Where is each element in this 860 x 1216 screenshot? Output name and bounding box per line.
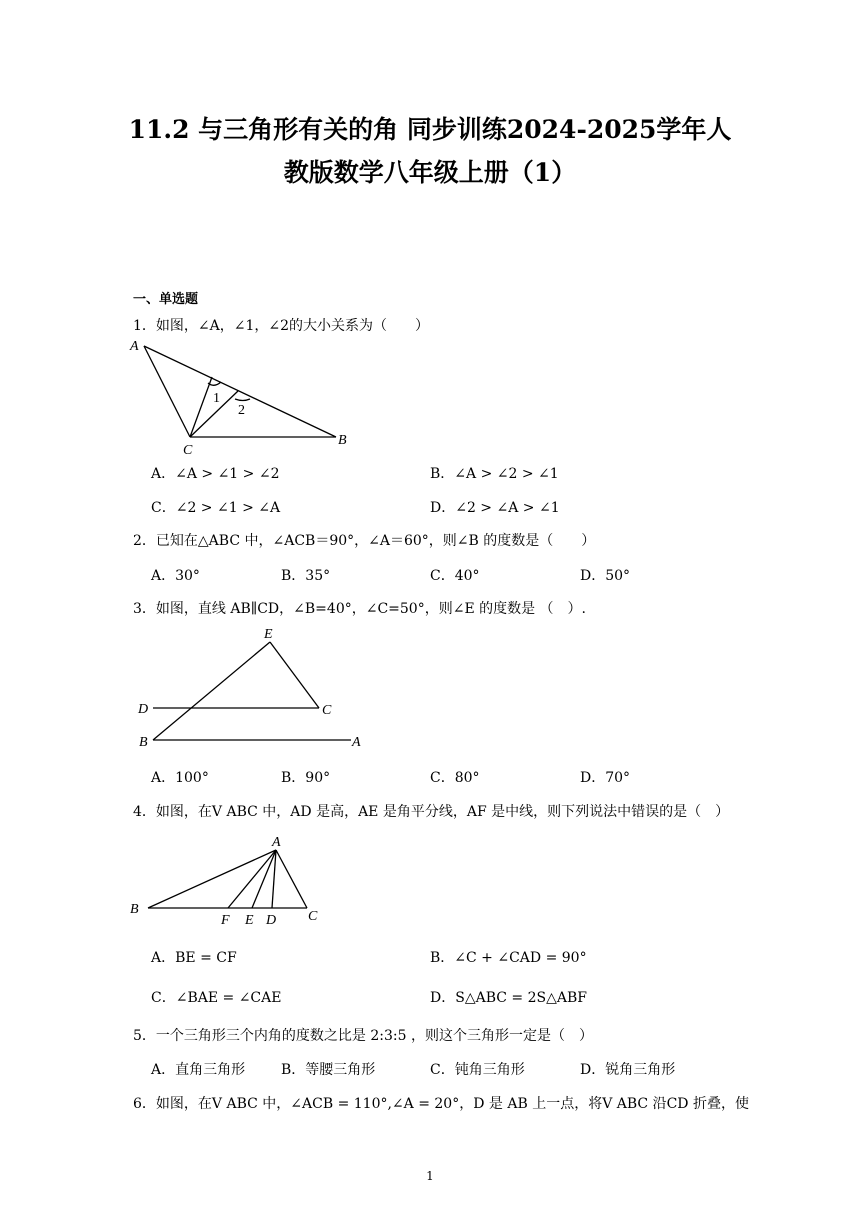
q3-segment-EC <box>270 642 319 708</box>
q4-option-b: B．∠C + ∠CAD = 90° <box>430 950 587 966</box>
q3-option-c: C．80° <box>430 770 480 786</box>
q4-median-AF <box>228 850 276 908</box>
q4-side-AC <box>276 850 307 908</box>
q4-option-c: C．∠BAE = ∠CAE <box>151 990 282 1006</box>
q2-option-c: C．40° <box>430 568 480 584</box>
question-1-stem: 1．如图，∠A，∠1，∠2的大小关系为（ ） <box>133 318 430 334</box>
q4-option-a: A．BE = CF <box>151 950 237 966</box>
q1-label-1: 1 <box>213 391 220 406</box>
q1-option-a: A．∠A > ∠1 > ∠2 <box>151 466 280 482</box>
question-3-stem: 3．如图，直线 AB∥CD，∠B=40°，∠C=50°，则∠E 的度数是 （ ）. <box>133 601 587 617</box>
document-title-line1: 11.2 与三角形有关的角 同步训练2024-2025学年人 <box>128 115 732 144</box>
q1-label-A: A <box>130 339 139 354</box>
q4-side-BA <box>148 850 276 908</box>
q1-label-C: C <box>183 443 193 458</box>
q1-side-AB <box>144 346 336 437</box>
question-1-figure <box>126 336 356 460</box>
question-4-figure <box>126 832 331 930</box>
q3-option-a: A．100° <box>151 770 209 786</box>
q4-option-d: D．S△ABC = 2S△ABF <box>430 990 587 1006</box>
document-title-line2: 教版数学八年级上册（1） <box>283 158 577 187</box>
q1-label-B: B <box>338 433 347 448</box>
q4-label-E: E <box>245 913 254 928</box>
q4-label-B: B <box>130 902 139 917</box>
q3-segment-BE <box>153 642 270 740</box>
q1-cevian-1 <box>190 377 212 437</box>
q3-label-D: D <box>138 702 149 717</box>
q5-option-a: A．直角三角形 <box>151 1062 246 1078</box>
page-number: 1 <box>426 1169 434 1183</box>
question-6-stem: 6．如图，在V ABC 中，∠ACB = 110°,∠A = 20°，D 是 AB 上一点，将V ABC 沿CD 折叠，使 <box>133 1096 749 1112</box>
q4-label-F: F <box>221 913 230 928</box>
question-2-stem: 2．已知在△ABC 中，∠ACB＝90°，∠A＝60°，则∠B 的度数是（ ） <box>133 533 596 549</box>
q1-side-AC <box>144 346 190 437</box>
q3-label-E: E <box>264 627 273 642</box>
q5-option-d: D．锐角三角形 <box>580 1062 676 1078</box>
q5-option-c: C．钝角三角形 <box>430 1062 525 1078</box>
q3-option-b: B．90° <box>281 770 331 786</box>
question-3-figure <box>133 622 368 752</box>
section-heading: 一、单选题 <box>133 292 199 307</box>
q4-label-A: A <box>272 835 281 850</box>
q2-option-d: D．50° <box>580 568 631 584</box>
q3-label-B: B <box>139 735 148 750</box>
q3-label-A: A <box>352 735 361 750</box>
question-5-stem: 5．一个三角形三个内角的度数之比是 2:3:5 ，则这个三角形一定是（ ） <box>133 1028 593 1044</box>
q4-label-C: C <box>308 909 318 924</box>
q5-option-b: B．等腰三角形 <box>281 1062 376 1078</box>
q1-option-b: B．∠A > ∠2 > ∠1 <box>430 466 559 482</box>
q3-label-C: C <box>322 703 332 718</box>
q4-label-D: D <box>266 913 277 928</box>
q1-angle-2-arc <box>235 399 250 401</box>
q2-option-b: B．35° <box>281 568 331 584</box>
q1-option-c: C．∠2 > ∠1 > ∠A <box>151 500 281 516</box>
question-4-stem: 4．如图，在V ABC 中，AD 是高，AE 是角平分线，AF 是中线，则下列说法中错误的是（ ） <box>133 804 730 820</box>
q2-option-a: A．30° <box>151 568 200 584</box>
q1-label-2: 2 <box>238 403 245 418</box>
q1-option-d: D．∠2 > ∠A > ∠1 <box>430 500 560 516</box>
q3-option-d: D．70° <box>580 770 631 786</box>
